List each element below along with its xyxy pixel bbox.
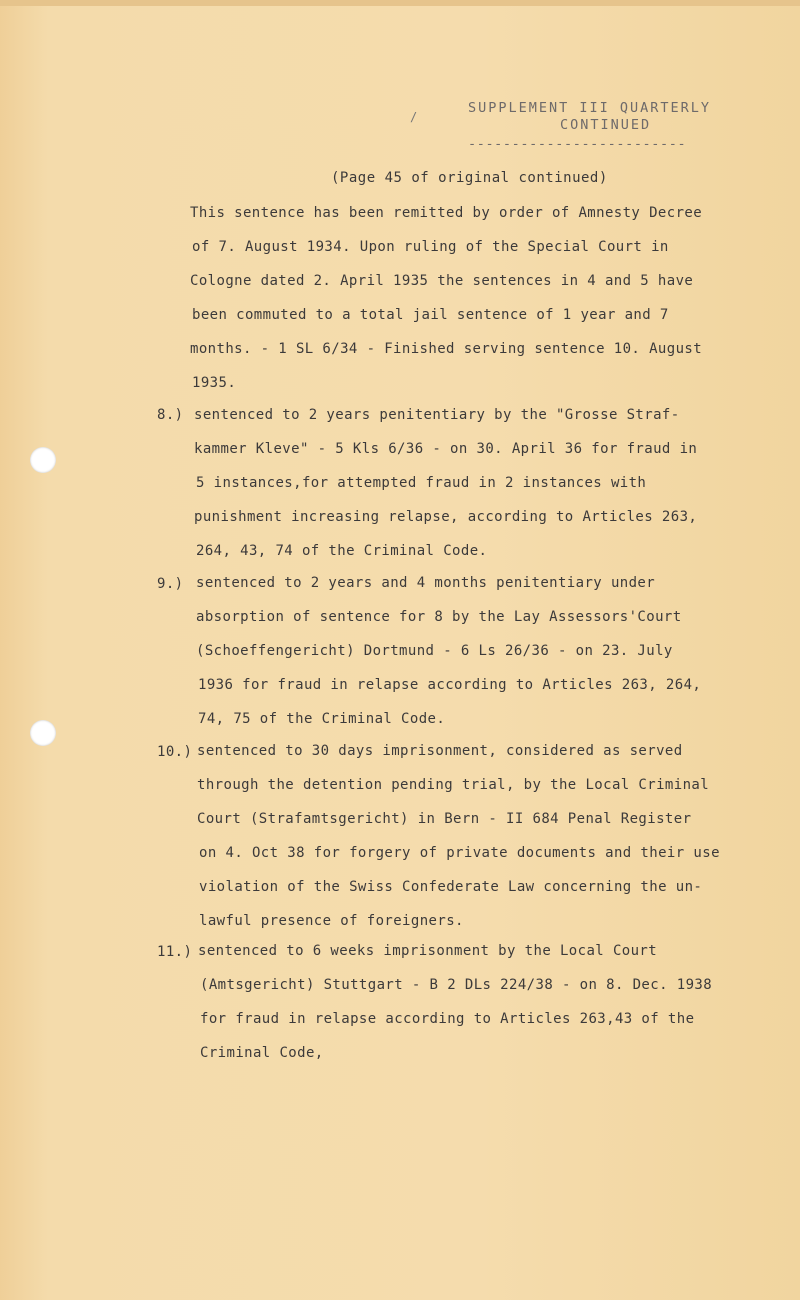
entry-line: 74, 75 of the Criminal Code. — [198, 711, 446, 727]
document-heading — [468, 100, 758, 153]
entry-line: lawful presence of foreigners. — [199, 913, 464, 929]
punch-hole-lower — [30, 720, 56, 746]
entry-number: 9.) — [157, 576, 184, 592]
entry-number: 8.) — [157, 407, 184, 423]
entry-line: 1936 for fraud in relapse according to Articles 263, 264, — [198, 677, 702, 693]
entry-line: for fraud in relapse according to Articles 263,43 of the — [200, 1011, 695, 1027]
entry-line: sentenced to 30 days imprisonment, considered as served — [197, 743, 683, 759]
entry-number: 10.) — [157, 744, 193, 760]
heading-underline: ------------------------- — [468, 136, 687, 152]
intro-line: This sentence has been remitted by order of Amnesty Decree — [190, 205, 703, 221]
heading-line-2: CONTINUED — [560, 117, 652, 133]
entry-line: violation of the Swiss Confederate Law concerning the un- — [199, 879, 703, 895]
entry-line: on 4. Oct 38 for forgery of private documents and their use — [199, 845, 720, 861]
entry-line: kammer Kleve" - 5 Kls 6/36 - on 30. April 36 for fraud in — [194, 441, 698, 457]
heading-line-1: SUPPLEMENT III QUARTERLY — [468, 100, 712, 116]
entry-line: 5 instances,for attempted fraud in 2 instances with — [196, 475, 647, 491]
page-reference: (Page 45 of original continued) — [331, 170, 608, 186]
entry-line: Criminal Code, — [200, 1045, 324, 1061]
intro-line: 1935. — [192, 375, 237, 391]
entry-number: 11.) — [157, 944, 193, 960]
intro-line: of 7. August 1934. Upon ruling of the Special Court in — [192, 239, 669, 255]
entry-line: Court (Strafamtsgericht) in Bern - II 684 Penal Register — [197, 811, 692, 827]
intro-line: Cologne dated 2. April 1935 the sentences in 4 and 5 have — [190, 273, 694, 289]
entry-line: sentenced to 6 weeks imprisonment by the Local Court — [198, 943, 658, 959]
entry-line: through the detention pending trial, by the Local Criminal — [197, 777, 710, 793]
paper-top-edge — [0, 0, 800, 6]
intro-line: been commuted to a total jail sentence of 1 year and 7 — [192, 307, 669, 323]
stray-mark: / — [410, 110, 418, 124]
entry-line: 264, 43, 74 of the Criminal Code. — [196, 543, 488, 559]
entry-line: (Amtsgericht) Stuttgart - B 2 DLs 224/38 - on 8. Dec. 1938 — [200, 977, 713, 993]
punch-hole-upper — [30, 447, 56, 473]
entry-line: (Schoeffengericht) Dortmund - 6 Ls 26/36 - on 23. July — [196, 643, 673, 659]
intro-line: months. - 1 SL 6/34 - Finished serving sentence 10. August — [190, 341, 703, 357]
entry-line: absorption of sentence for 8 by the Lay Assessors'Court — [196, 609, 682, 625]
entry-line: sentenced to 2 years and 4 months penitentiary under — [196, 575, 656, 591]
entry-line: punishment increasing relapse, according to Articles 263, — [194, 509, 698, 525]
entry-line: sentenced to 2 years penitentiary by the "Grosse Straf- — [194, 407, 680, 423]
